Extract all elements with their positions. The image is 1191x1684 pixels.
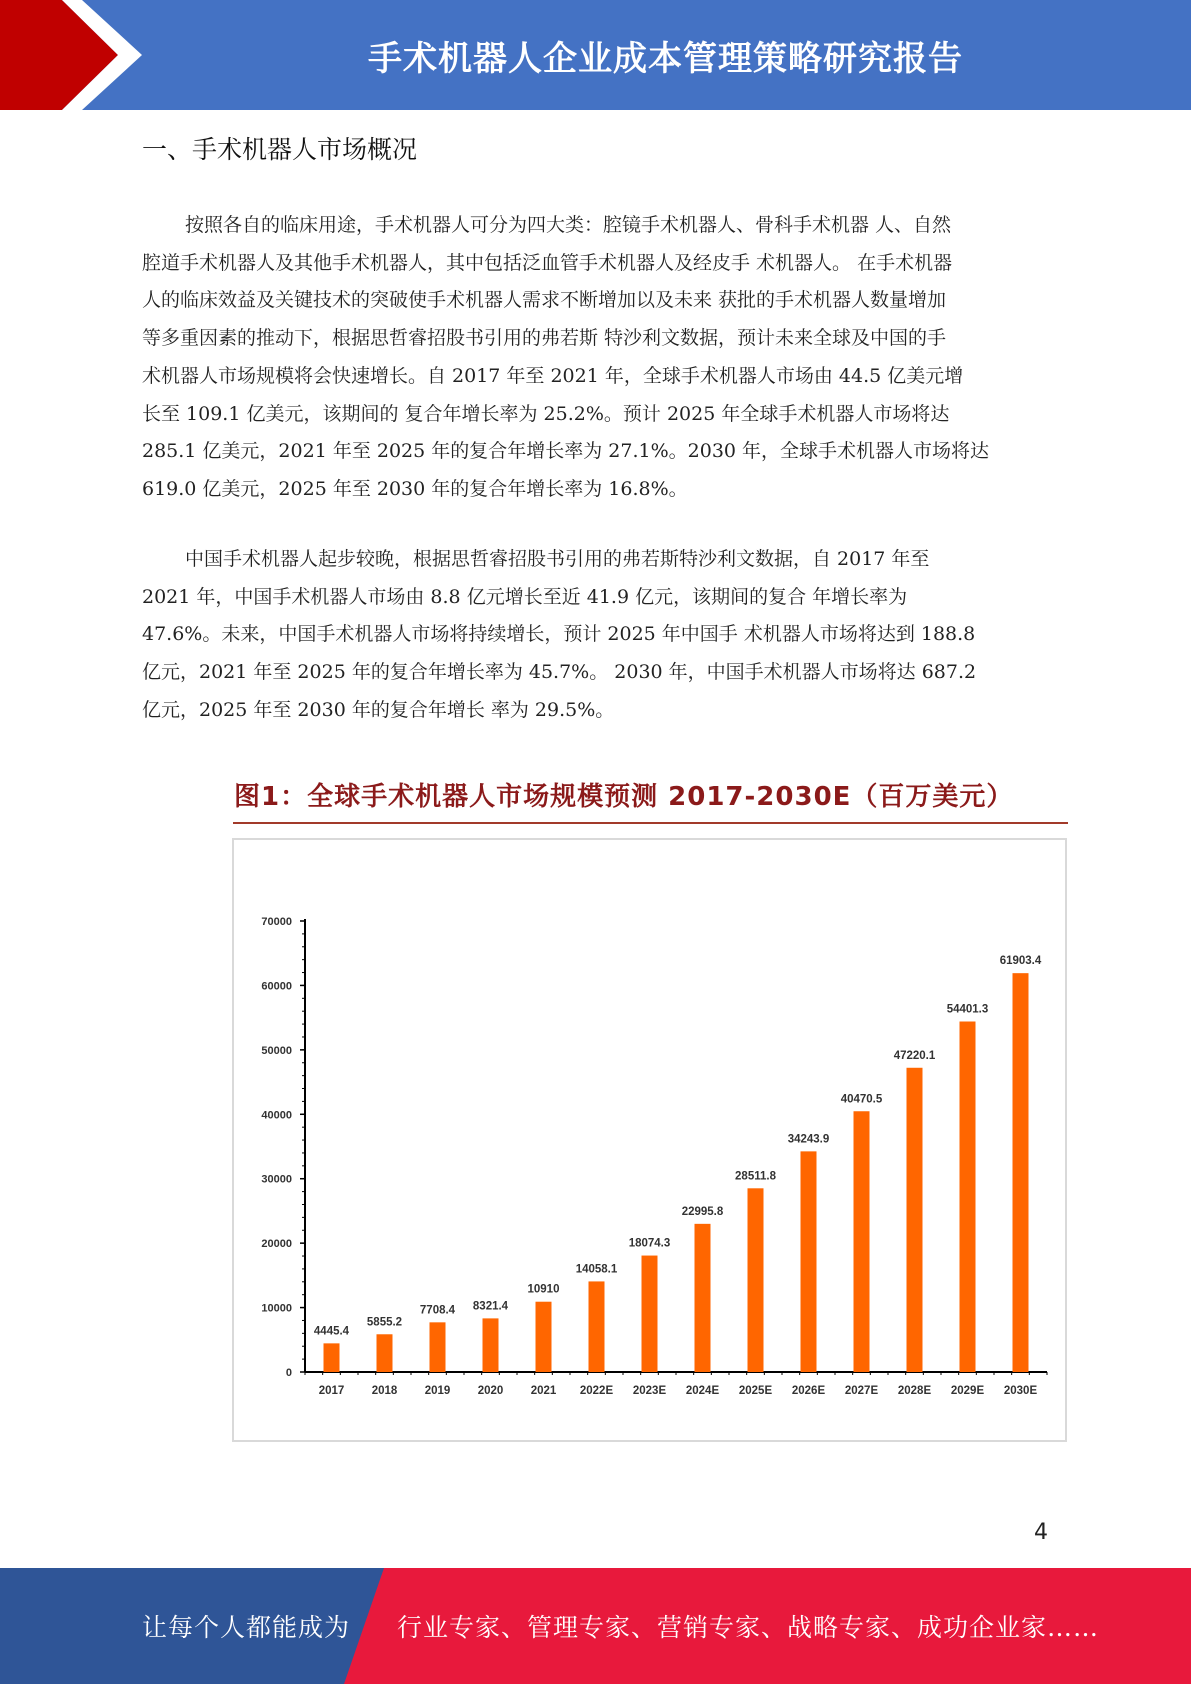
bar-2019	[430, 1322, 446, 1372]
paragraph-line: 长至 109.1 亿美元，该期间的 复合年增长率为 25.2%。预计 2025 年全球手术机器人市场将达	[142, 402, 950, 425]
x-category-label: 2029E	[950, 1385, 985, 1397]
x-category-label: 2023E	[632, 1385, 667, 1397]
x-category-label: 2022E	[579, 1385, 614, 1397]
figure-title: 图1：全球手术机器人市场规模预测 2017-2030E（百万美元）	[234, 782, 1014, 812]
x-category-label: 2025E	[738, 1385, 773, 1397]
bar-chart	[234, 840, 1065, 1440]
bar-value-label: 7708.4	[419, 1304, 456, 1317]
bar-value-label: 47220.1	[893, 1049, 936, 1062]
bar-value-label: 61903.4	[999, 955, 1042, 968]
bar-2021	[536, 1302, 552, 1372]
x-category-label: 2027E	[844, 1385, 879, 1397]
paragraph-line: 中国手术机器人起步较晚，根据思哲睿招股书引用的弗若斯特沙利文数据，自 2017 年至	[185, 548, 930, 570]
footer-band	[0, 1568, 1191, 1684]
y-tick-label: 60000	[261, 980, 292, 993]
bar-value-label: 8321.4	[472, 1300, 509, 1313]
x-category-label: 2019	[424, 1385, 451, 1397]
bar-2026E	[801, 1151, 817, 1372]
paragraph-line: 285.1 亿美元，2021 年至 2025 年的复合年增长率为 27.1%。2030 年，全球手术机器人市场将达	[142, 440, 990, 463]
paragraph-line: 2021 年，中国手术机器人市场由 8.8 亿元增长至近 41.9 亿元，该期间的复合 年增长率为	[142, 585, 908, 608]
y-tick-label: 20000	[261, 1238, 292, 1251]
x-category-label: 2024E	[685, 1385, 720, 1397]
bar-value-label: 4445.4	[313, 1325, 350, 1338]
paragraph-line: 47.6%。未来，中国手术机器人市场将持续增长，预计 2025 年中国手 术机器人市场将达到 188.8	[142, 623, 976, 646]
paragraph-line: 人的临床效益及关键技术的突破使手术机器人需求不断增加以及未来 获批的手术机器人数量增加	[142, 289, 947, 312]
footer-slogan-left: 让每个人都能成为	[142, 1613, 351, 1642]
y-tick-label: 40000	[261, 1109, 292, 1122]
figure-title-rule	[233, 822, 1068, 824]
bar-value-label: 54401.3	[946, 1003, 989, 1016]
y-tick-label: 30000	[261, 1173, 292, 1186]
bar-chart-frame	[232, 838, 1067, 1442]
bar-2030E	[1013, 973, 1029, 1372]
bar-2025E	[748, 1188, 764, 1372]
paragraph-line: 619.0 亿美元，2025 年至 2030 年的复合年增长率为 16.8%。	[142, 477, 688, 500]
x-category-label: 2030E	[1003, 1385, 1038, 1397]
bar-2017	[324, 1343, 340, 1372]
bar-value-label: 34243.9	[787, 1133, 830, 1146]
bar-2018	[377, 1334, 393, 1372]
x-category-label: 2017	[318, 1385, 345, 1397]
bar-2028E	[907, 1068, 923, 1372]
y-tick-label: 10000	[261, 1302, 292, 1315]
bar-2022E	[589, 1281, 605, 1372]
paragraph-line: 术机器人市场规模将会快速增长。自 2017 年至 2021 年，全球手术机器人市场由 44.5 亿美元增	[142, 364, 964, 387]
bar-2020	[483, 1318, 499, 1372]
bar-value-label: 18074.3	[628, 1237, 671, 1250]
header-band	[0, 0, 1191, 110]
x-category-label: 2026E	[791, 1385, 826, 1397]
bar-value-label: 10910	[527, 1283, 560, 1296]
x-category-label: 2028E	[897, 1385, 932, 1397]
bar-value-label: 22995.8	[681, 1205, 724, 1218]
page-number: 4	[1034, 1520, 1048, 1545]
y-tick-label: 50000	[261, 1044, 292, 1057]
x-category-label: 2020	[477, 1385, 504, 1397]
header-arrow-decoration	[0, 0, 160, 110]
bar-2024E	[695, 1224, 711, 1372]
bar-2023E	[642, 1256, 658, 1372]
paragraph-line: 亿元，2021 年至 2025 年的复合年增长率为 45.7%。 2030 年，中国手术机器人市场将达 687.2	[142, 661, 977, 684]
paragraph-line: 等多重因素的推动下，根据思哲睿招股书引用的弗若斯 特沙利文数据，预计未来全球及中国的手	[142, 327, 947, 350]
bar-value-label: 40470.5	[840, 1093, 883, 1106]
report-title: 手术机器人企业成本管理策略研究报告	[368, 38, 963, 79]
bar-value-label: 5855.2	[366, 1316, 403, 1329]
section-heading: 一、手术机器人市场概况	[142, 135, 418, 164]
bar-2029E	[960, 1022, 976, 1372]
y-tick-label: 0	[285, 1367, 292, 1379]
paragraph-line: 亿元，2025 年至 2030 年的复合年增长 率为 29.5%。	[142, 698, 615, 721]
bar-value-label: 14058.1	[575, 1263, 618, 1276]
x-category-label: 2018	[371, 1385, 398, 1397]
paragraph-global-market	[142, 207, 1048, 509]
x-category-label: 2021	[530, 1385, 557, 1397]
paragraph-china-market	[142, 541, 1048, 730]
footer-slogan-right: 行业专家、管理专家、营销专家、战略专家、成功企业家……	[397, 1613, 1100, 1642]
paragraph-line: 腔道手术机器人及其他手术机器人，其中包括泛血管手术机器人及经皮手 术机器人。 在手术机器	[142, 251, 953, 274]
y-tick-label: 70000	[261, 916, 292, 928]
bar-2027E	[854, 1111, 870, 1372]
bar-value-label: 28511.8	[735, 1170, 776, 1183]
paragraph-line: 按照各自的临床用途，手术机器人可分为四大类：腔镜手术机器人、骨科手术机器 人、自然	[185, 214, 952, 236]
